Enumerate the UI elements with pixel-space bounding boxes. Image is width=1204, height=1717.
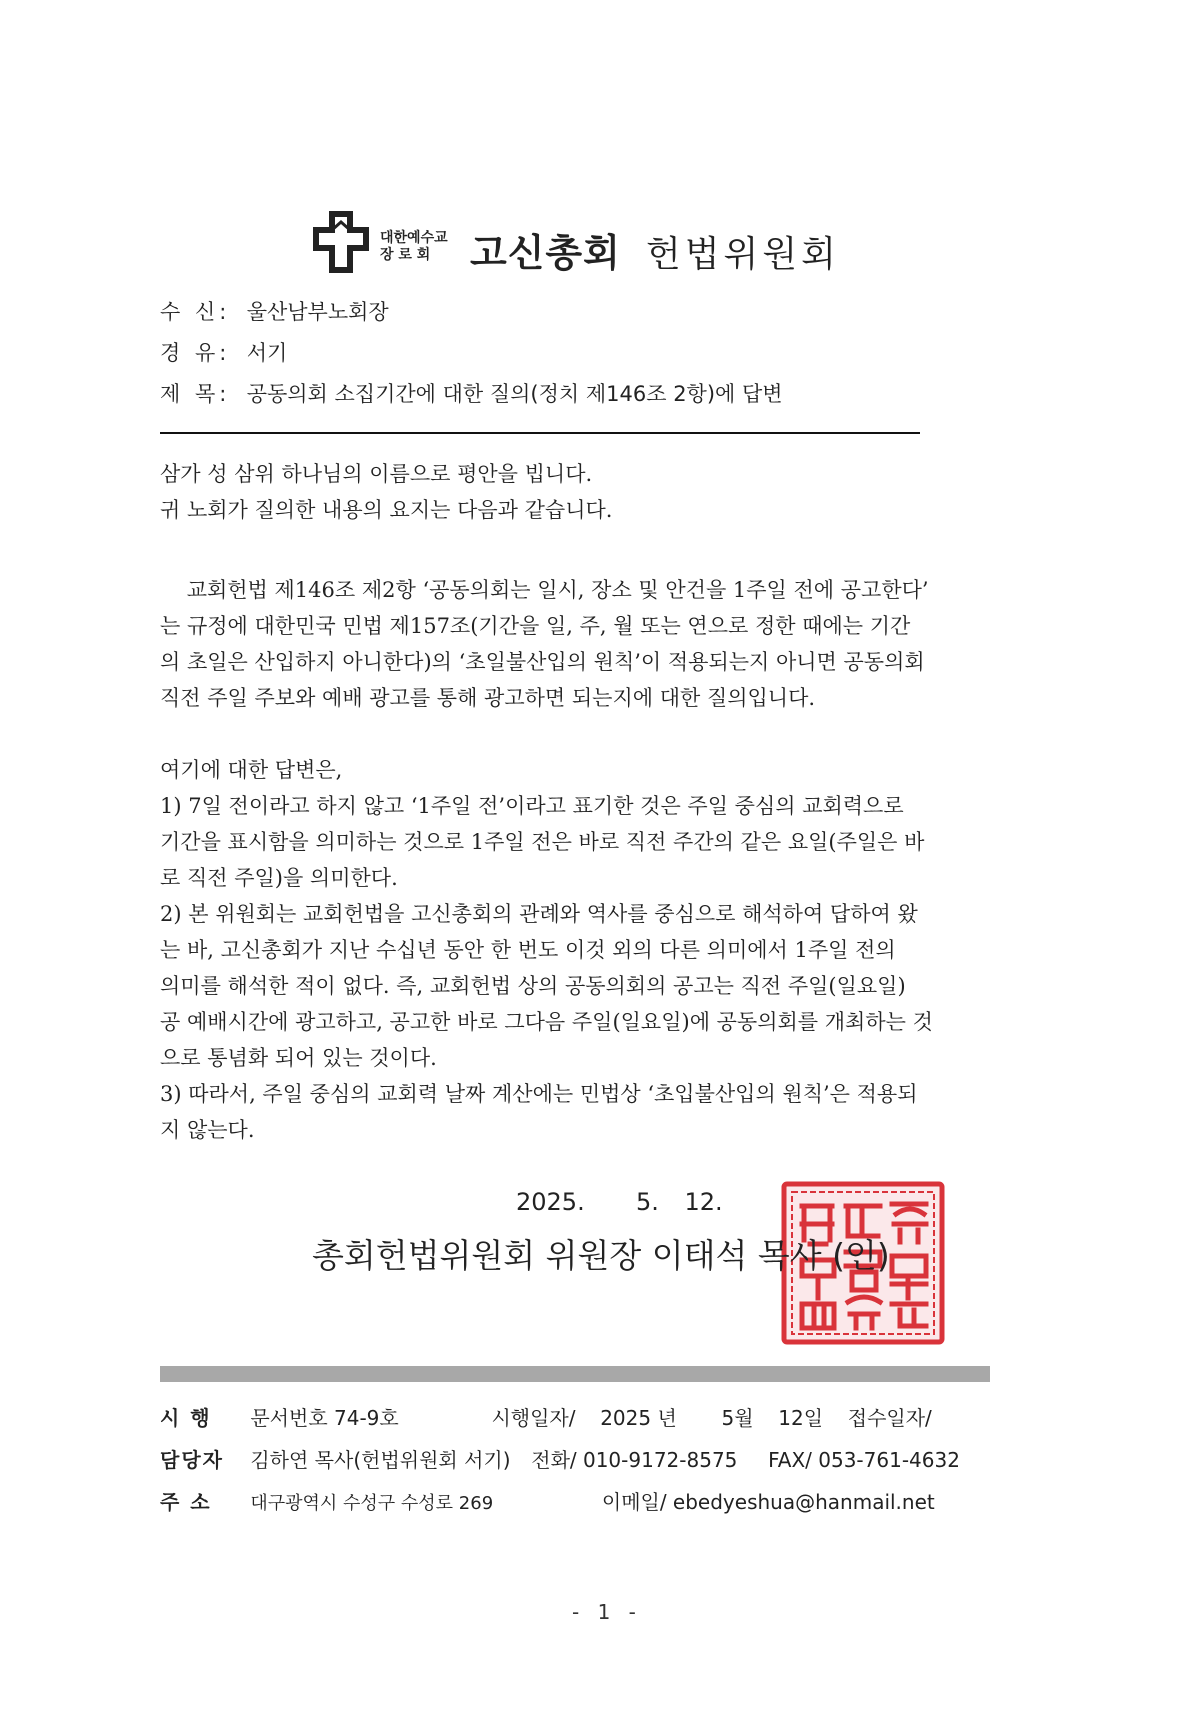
greeting-line: 귀 노회가 질의한 내용의 요지는 다음과 같습니다. bbox=[160, 498, 613, 522]
signer-line: 총회헌법위원회 위원장 이태석 목사 (인) bbox=[312, 1236, 890, 1275]
via-value: 서기 bbox=[246, 341, 288, 365]
receipt-label: 접수일자/ bbox=[847, 1406, 932, 1430]
enforce-day: 12일 bbox=[778, 1406, 824, 1430]
document-date: 2025. 5. 12. bbox=[516, 1188, 723, 1216]
answer-line: 으로 통념화 되어 있는 것이다. bbox=[160, 1046, 437, 1070]
enforce-date-label: 시행일자/ bbox=[491, 1406, 576, 1430]
answer-line: 2) 본 위원회는 교회헌법을 고신총회의 관례와 역사를 중심으로 해석하여 답하여 왔 bbox=[160, 902, 918, 926]
email-address[interactable]: 이메일/ ebedyeshua@hanmail.net bbox=[601, 1490, 935, 1514]
answer-line: 1) 7일 전이라고 하지 않고 ‘1주일 전’이라고 표기한 것은 주일 중심의 교회력으로 bbox=[160, 794, 904, 818]
answer-paragraph bbox=[160, 752, 1040, 1148]
address-value: 대구광역시 수성구 수성로 269 bbox=[250, 1493, 494, 1514]
recipient-label: 수 신: bbox=[160, 300, 231, 324]
enforce-label: 시 행 bbox=[160, 1406, 212, 1430]
contact-person: 김하연 목사(헌법위원회 서기) bbox=[250, 1448, 511, 1472]
answer-line: 공 예배시간에 광고하고, 공고한 바로 그다음 주일(일요일)에 공동의회를 개최하는 것 bbox=[160, 1010, 933, 1034]
address-label: 주 소 bbox=[160, 1490, 212, 1514]
answer-line: 지 않는다. bbox=[160, 1118, 255, 1142]
committee-name: 헌법위원회 bbox=[646, 234, 840, 275]
inquiry-line: 의 초일은 산입하지 아니한다)의 ‘초일불산입의 원칙’이 적용되는지 아니면 공동의회 bbox=[160, 650, 925, 674]
greeting-line: 삼가 성 삼위 하나님의 이름으로 평안을 빕니다. bbox=[160, 462, 593, 486]
contact-label: 담당자 bbox=[160, 1448, 224, 1472]
answer-line: 3) 따라서, 주일 중심의 교회력 날짜 계산에는 민법상 ‘초입불산입의 원칙’은 적용되 bbox=[160, 1082, 918, 1106]
answer-line: 여기에 대한 답변은, bbox=[160, 758, 343, 782]
enforce-year: 2025 년 bbox=[600, 1406, 677, 1430]
footer-address-row bbox=[160, 1486, 935, 1515]
doc-number: 문서번호 74-9호 bbox=[250, 1406, 399, 1430]
fax-number: FAX/ 053-761-4632 bbox=[768, 1448, 960, 1472]
inquiry-line: 는 규정에 대한민국 민법 제157조(기간을 일, 주, 월 또는 연으로 정한 때에는 기간 bbox=[160, 614, 911, 638]
denomination-name: 대한예수교 장 로 회 bbox=[380, 230, 448, 263]
assembly-name: 고신총회 bbox=[470, 231, 621, 275]
answer-line: 기간을 표시함을 의미하는 것으로 1주일 전은 바로 직전 주간의 같은 요일(주일은 바 bbox=[160, 830, 925, 854]
via-row bbox=[160, 337, 287, 367]
subject-value: 공동의회 소집기간에 대한 질의(정치 제146조 2항)에 답변 bbox=[246, 382, 783, 406]
page-number: - 1 - bbox=[572, 1600, 642, 1624]
answer-line: 는 바, 고신총회가 지난 수십년 동안 한 번도 이것 외의 다른 의미에서 1주일 전의 bbox=[160, 938, 896, 962]
church-cross-logo-icon bbox=[312, 210, 370, 274]
inquiry-paragraph bbox=[160, 572, 1040, 716]
enforce-month: 5월 bbox=[721, 1406, 754, 1430]
answer-line: 로 직전 주일)을 의미한다. bbox=[160, 866, 398, 890]
recipient-row bbox=[160, 296, 389, 326]
subject-row bbox=[160, 378, 783, 408]
recipient-value: 울산남부노회장 bbox=[246, 300, 389, 324]
footer-divider bbox=[160, 1366, 990, 1382]
footer-contact-row bbox=[160, 1444, 960, 1473]
answer-line: 의미를 해석한 적이 없다. 즉, 교회헌법 상의 공동의회의 공고는 직전 주일(일요일) bbox=[160, 974, 906, 998]
phone-number: 전화/ 010-9172-8575 bbox=[531, 1448, 738, 1472]
header-divider bbox=[160, 432, 920, 434]
inquiry-line: 교회헌법 제146조 제2항 ‘공동의회는 일시, 장소 및 안건을 1주일 전에 공고한다’ bbox=[160, 578, 929, 602]
inquiry-line: 직전 주일 주보와 예배 광고를 통해 광고하면 되는지에 대한 질의입니다. bbox=[160, 686, 816, 710]
subject-label: 제 목: bbox=[160, 382, 231, 406]
via-label: 경 유: bbox=[160, 341, 231, 365]
footer-enforce-row bbox=[160, 1402, 932, 1431]
greeting bbox=[160, 456, 1040, 528]
